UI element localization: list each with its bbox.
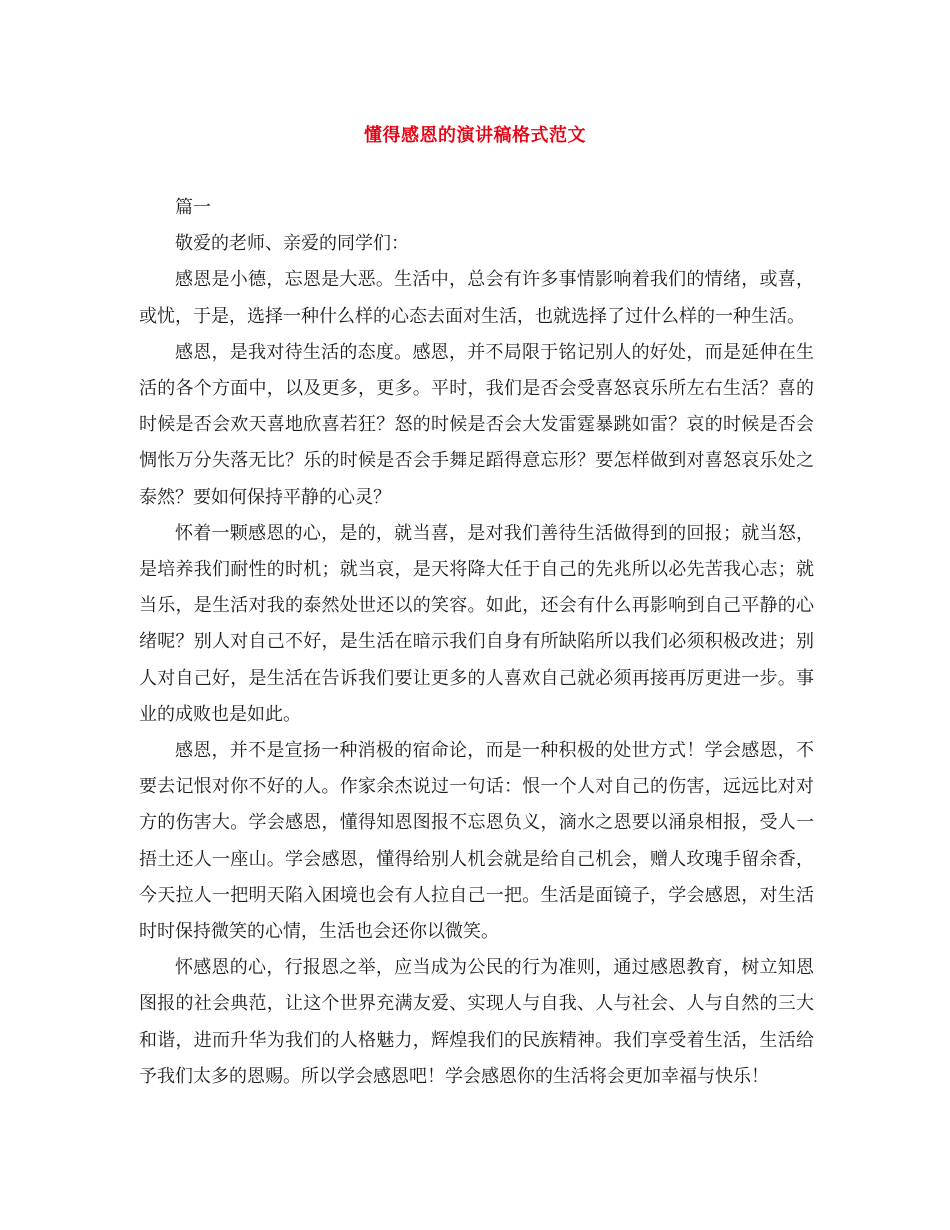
document-body — [139, 190, 814, 1095]
paragraph: 怀着一颗感恩的心，是的，就当喜，是对我们善待生活做得到的回报；就当怒，是培养我们耐性的时机；就当哀，是天将降大任于自己的先兆所以必先苦我心志；就当乐，是生活对我的泰然处世还以的笑容。如此，还会有什么再影响到自己平静的心绪呢？别人对自己不好，是生活在暗示我们自身有所缺陷所以我们必须积极改进；别人对自己好，是生活在告诉我们要让更多的人喜欢自己就必须再接再厉更进一步。事业的成败也是如此。 — [139, 522, 814, 725]
paragraph: 感恩，是我对待生活的态度。感恩，并不局限于铭记别人的好处，而是延伸在生活的各个方面中，以及更多，更多。平时，我们是否会受喜怒哀乐所左右生活？喜的时候是否会欢天喜地欣喜若狂？怒的时候是否会大发雷霆暴跳如雷？哀的时候是否会惆怅万分失落无比？乐的时候是否会手舞足蹈得意忘形？要怎样做到对喜怒哀乐处之泰然？要如何保持平静的心灵？ — [139, 341, 814, 508]
greeting: 敬爱的老师、亲爱的同学们： — [175, 233, 409, 255]
paragraph: 感恩是小德，忘恩是大恶。生活中，总会有许多事情影响着我们的情绪，或喜，或忧，于是，选择一种什么样的心态去面对生活，也就选择了过什么样的一种生活。 — [139, 269, 814, 327]
document-title: 懂得感恩的演讲稿格式范文 — [364, 125, 586, 146]
paragraph: 感恩，并不是宣扬一种消极的宿命论，而是一种积极的处世方式！学会感恩，不要去记恨对你不好的人。作家余杰说过一句话：恨一个人对自己的伤害，远远比对对方的伤害大。学会感恩，懂得知恩图报不忘恩负义，滴水之恩要以涌泉相报，受人一捂土还人一座山。学会感恩，懂得给别人机会就是给自己机会，赠人玫瑰手留余香，今天拉人一把明天陷入困境也会有人拉自己一把。生活是面镜子，学会感恩，对生活时时保持微笑的心情，生活也会还你以微笑。 — [139, 740, 814, 943]
section-label: 篇一 — [175, 197, 211, 218]
paragraph: 怀感恩的心，行报恩之举，应当成为公民的行为准则，通过感恩教育，树立知恩图报的社会典范，让这个世界充满友爱、实现人与自我、人与社会、人与自然的三大和谐，进而升华为我们的人格魅力，辉煌我们的民族精神。我们享受着生活，生活给予我们太多的恩赐。所以学会感恩吧！学会感恩你的生活将会更加幸福与快乐！ — [139, 957, 814, 1087]
